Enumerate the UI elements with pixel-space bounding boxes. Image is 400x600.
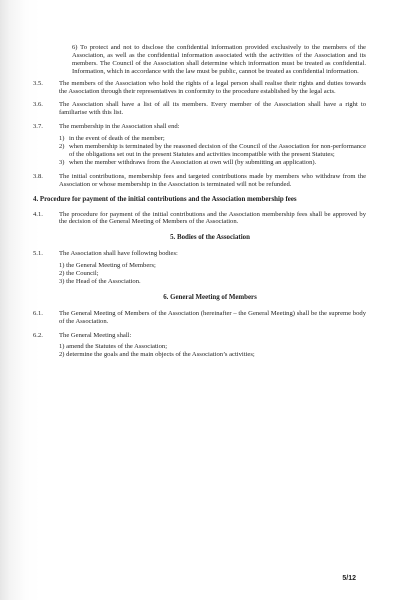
section-text: The Association shall have a list of all its members. Every member of the Association shall have a right to familiarise with this list. bbox=[59, 101, 366, 117]
section-text: The Association shall have following bodies: bbox=[59, 250, 178, 258]
heading-section-6: 6. General Meeting of Members bbox=[163, 293, 257, 301]
list-item: 1) amend the Statutes of the Association; bbox=[59, 343, 168, 351]
section-5-1 bbox=[20, 250, 380, 286]
section-number: 3.8. bbox=[33, 172, 43, 180]
section-3-7 bbox=[20, 123, 380, 167]
list-item: 2) determine the goals and the main objects of the Association’s activities; bbox=[59, 351, 255, 359]
section-6-1 bbox=[20, 310, 380, 326]
list-item: 1) the General Meeting of Members; bbox=[59, 262, 156, 270]
paragraph-6-6: 6) To protect and not to disclose the confidential information provided exclusively to the members of the Association, as well as the confidential information associated with the activities of the Association and its members. The Council of the Association shall determine which information must be treated as confidential. Information, which in accordance with the law must be public, cannot be treated as confidential information. bbox=[72, 44, 366, 75]
section-number: 6.2. bbox=[33, 331, 43, 339]
section-6-2 bbox=[20, 332, 380, 360]
section-number: 3.6. bbox=[33, 101, 43, 109]
section-text: The General Meeting of Members of the Association (hereinafter – the General Meeting) shall be the supreme body of the Association. bbox=[59, 309, 366, 325]
section-text: The initial contributions, membership fees and targeted contributions made by members who withdraw from the Association or whose membership in the Association is terminated will not be refunded. bbox=[59, 172, 366, 188]
list-item: 3) when the member withdraws from the Association at own will (by submitting an application). bbox=[59, 158, 317, 166]
section-text: The procedure for payment of the initial contributions and the Association membership fees shall be approved by the decision of the General Meeting of Members of the Association. bbox=[59, 210, 366, 226]
list-item: 2) the Council; bbox=[59, 270, 99, 278]
heading-section-4: 4. Procedure for payment of the initial contributions and the Association membership fees bbox=[33, 195, 297, 203]
list-item: 1) in the event of death of the member; bbox=[59, 135, 165, 143]
section-text: The members of the Association who hold the rights of a legal person shall realise their rights and duties towards the Association through their representatives in conformity to the procedure established by the legal acts. bbox=[59, 79, 366, 95]
list-item: 2) when membership is terminated by the reasoned decision of the Council of the Association for non-performance of the obligations set out in the present Statutes and activities incompatible with the present Statutes; bbox=[59, 143, 366, 158]
section-3-5 bbox=[20, 80, 380, 96]
section-3-8 bbox=[20, 173, 380, 189]
page-number: 5/12 bbox=[342, 575, 356, 582]
section-text: The General Meeting shall: bbox=[59, 331, 132, 339]
list-item: 3) the Head of the Association. bbox=[59, 277, 141, 285]
section-number: 3.5. bbox=[33, 79, 43, 87]
section-number: 4.1. bbox=[33, 210, 43, 218]
section-text: The membership in the Association shall end: bbox=[59, 123, 180, 131]
document-body bbox=[20, 44, 380, 365]
section-number: 5.1. bbox=[33, 250, 43, 258]
section-number: 6.1. bbox=[33, 309, 43, 317]
section-4-1 bbox=[20, 211, 380, 227]
heading-section-5: 5. Bodies of the Association bbox=[170, 234, 250, 242]
section-3-6 bbox=[20, 101, 380, 117]
section-number: 3.7. bbox=[33, 123, 43, 131]
